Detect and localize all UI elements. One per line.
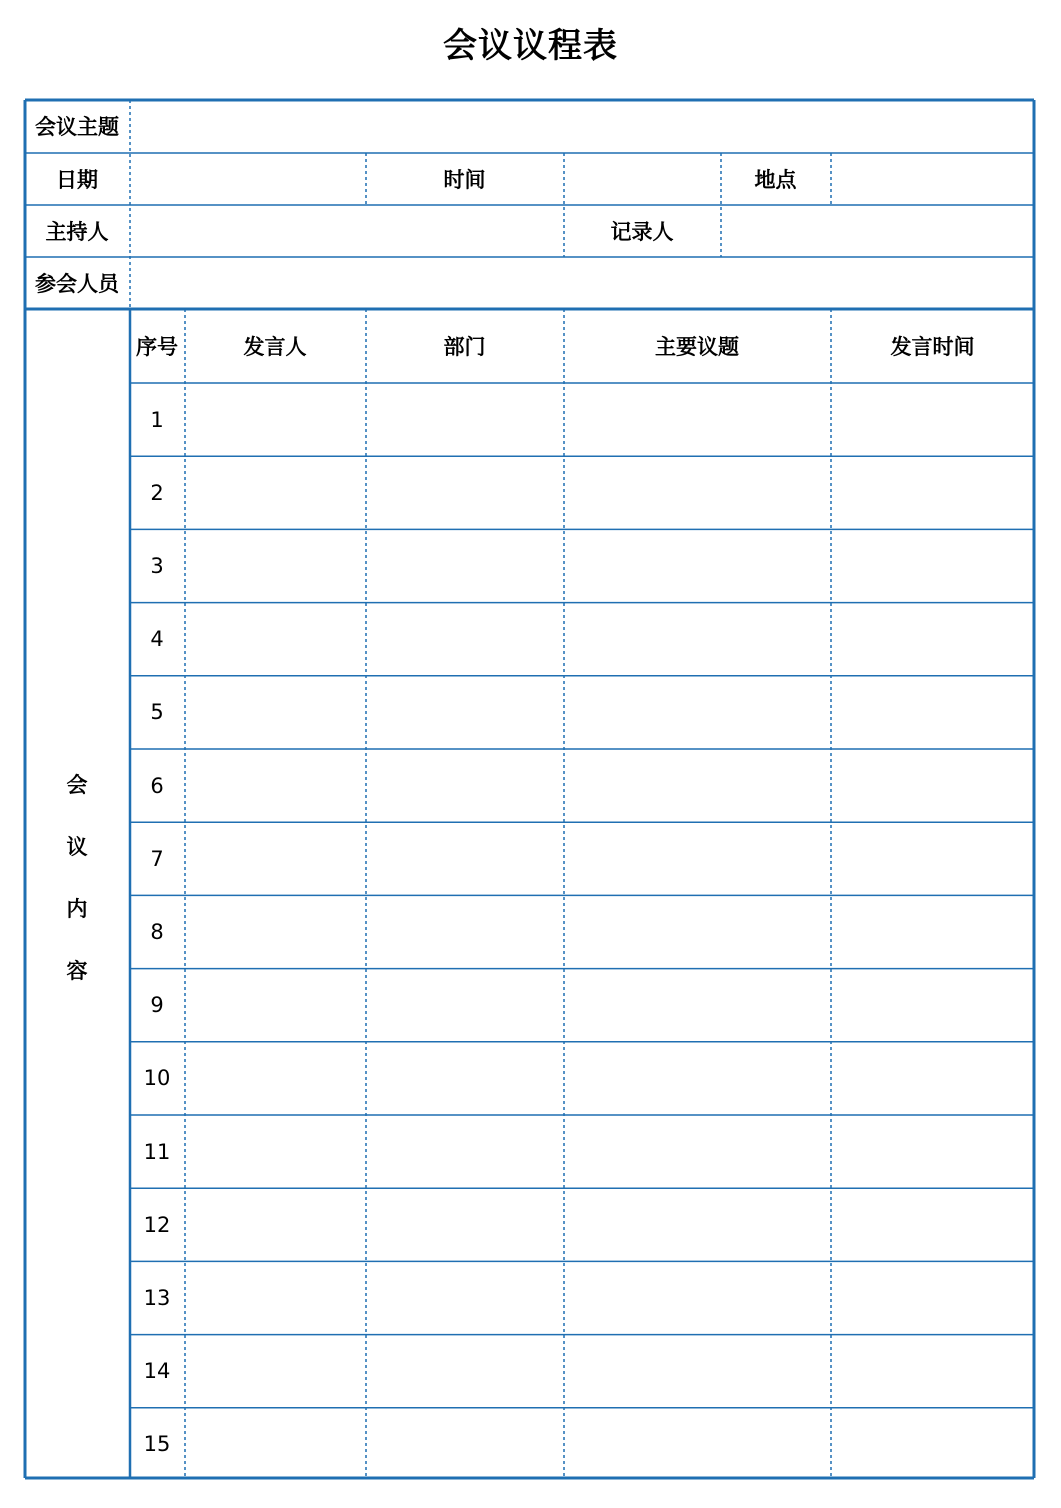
row-number: 15: [143, 1432, 171, 1457]
topic-cell[interactable]: [564, 603, 830, 676]
department-cell[interactable]: [366, 1188, 563, 1261]
speaker-cell[interactable]: [185, 676, 365, 749]
speaking-time-cell[interactable]: [831, 1335, 1034, 1408]
department-cell[interactable]: [366, 456, 563, 529]
header-topic: 主要议题: [655, 335, 739, 359]
header-speaking-time: 发言时间: [890, 335, 975, 359]
time-label: 时间: [443, 167, 486, 192]
row-number: 4: [150, 627, 164, 652]
speaking-time-cell[interactable]: [831, 1188, 1034, 1261]
speaker-cell[interactable]: [185, 1335, 365, 1408]
speaking-time-cell[interactable]: [831, 1042, 1034, 1115]
department-cell[interactable]: [366, 1335, 563, 1408]
attendees-label: 参会人员: [35, 271, 119, 296]
department-cell[interactable]: [366, 1042, 563, 1115]
row-number: 9: [150, 993, 164, 1018]
department-cell[interactable]: [366, 1408, 563, 1481]
topic-cell[interactable]: [564, 1042, 830, 1115]
row-number: 10: [143, 1066, 171, 1091]
department-cell[interactable]: [366, 1115, 563, 1188]
speaking-time-cell[interactable]: [831, 895, 1034, 968]
speaker-cell[interactable]: [185, 1408, 365, 1481]
row-number: 8: [150, 919, 164, 944]
row-number: 14: [143, 1359, 171, 1384]
recorder-value-cell[interactable]: [721, 205, 1034, 256]
row-number: 3: [150, 553, 164, 578]
topic-cell[interactable]: [564, 749, 830, 822]
time-value-cell[interactable]: [564, 153, 720, 204]
speaking-time-cell[interactable]: [831, 749, 1034, 822]
location-label: 地点: [754, 167, 797, 192]
topic-cell[interactable]: [564, 1115, 830, 1188]
section-char: 议: [66, 835, 88, 859]
speaker-cell[interactable]: [185, 383, 365, 456]
header-speaker: 发言人: [243, 335, 307, 359]
speaker-cell[interactable]: [185, 529, 365, 602]
speaking-time-cell[interactable]: [831, 969, 1034, 1042]
speaking-time-cell[interactable]: [831, 529, 1034, 602]
speaker-cell[interactable]: [185, 969, 365, 1042]
header-seq: 序号: [136, 335, 178, 359]
agenda-section-label: [25, 770, 129, 1018]
speaker-cell[interactable]: [185, 749, 365, 822]
topic-cell[interactable]: [564, 383, 830, 456]
topic-cell[interactable]: [564, 1335, 830, 1408]
row-number: 12: [143, 1212, 171, 1237]
page-title: 会议议程表: [443, 26, 618, 66]
row-number: 1: [150, 407, 164, 432]
location-value-cell[interactable]: [831, 153, 1034, 204]
speaker-cell[interactable]: [185, 1188, 365, 1261]
speaking-time-cell[interactable]: [831, 383, 1034, 456]
department-cell[interactable]: [366, 529, 563, 602]
speaking-time-cell[interactable]: [831, 1261, 1034, 1334]
topic-cell[interactable]: [564, 969, 830, 1042]
row-number: 5: [150, 700, 164, 725]
date-value-cell[interactable]: [130, 153, 365, 204]
speaker-cell[interactable]: [185, 822, 365, 895]
host-value-cell[interactable]: [130, 205, 563, 256]
department-cell[interactable]: [366, 383, 563, 456]
topic-cell[interactable]: [564, 895, 830, 968]
date-label: 日期: [56, 167, 98, 192]
attendees-value-cell[interactable]: [130, 257, 1034, 308]
speaking-time-cell[interactable]: [831, 603, 1034, 676]
department-cell[interactable]: [366, 749, 563, 822]
header-department: 部门: [443, 335, 486, 359]
row-number: 11: [143, 1139, 171, 1164]
speaker-cell[interactable]: [185, 603, 365, 676]
speaking-time-cell[interactable]: [831, 676, 1034, 749]
speaker-cell[interactable]: [185, 1261, 365, 1334]
section-char: 会: [66, 773, 88, 797]
topic-value-cell[interactable]: [130, 100, 1034, 152]
topic-cell[interactable]: [564, 1261, 830, 1334]
topic-cell[interactable]: [564, 456, 830, 529]
row-number: 2: [150, 480, 164, 505]
row-number: 13: [143, 1285, 171, 1310]
topic-cell[interactable]: [564, 1188, 830, 1261]
row-number: 6: [150, 773, 164, 798]
topic-cell[interactable]: [564, 822, 830, 895]
department-cell[interactable]: [366, 822, 563, 895]
topic-cell[interactable]: [564, 676, 830, 749]
topic-label: 会议主题: [35, 115, 119, 139]
section-char: 内: [66, 897, 88, 921]
speaker-cell[interactable]: [185, 456, 365, 529]
speaking-time-cell[interactable]: [831, 1115, 1034, 1188]
speaker-cell[interactable]: [185, 1115, 365, 1188]
department-cell[interactable]: [366, 969, 563, 1042]
section-char: 容: [66, 959, 88, 983]
speaking-time-cell[interactable]: [831, 822, 1034, 895]
topic-cell[interactable]: [564, 529, 830, 602]
department-cell[interactable]: [366, 895, 563, 968]
speaking-time-cell[interactable]: [831, 456, 1034, 529]
host-label: 主持人: [45, 219, 109, 244]
department-cell[interactable]: [366, 1261, 563, 1334]
department-cell[interactable]: [366, 603, 563, 676]
row-number: 7: [150, 846, 164, 871]
speaking-time-cell[interactable]: [831, 1408, 1034, 1481]
department-cell[interactable]: [366, 676, 563, 749]
recorder-label: 记录人: [610, 219, 674, 244]
speaker-cell[interactable]: [185, 895, 365, 968]
topic-cell[interactable]: [564, 1408, 830, 1481]
speaker-cell[interactable]: [185, 1042, 365, 1115]
